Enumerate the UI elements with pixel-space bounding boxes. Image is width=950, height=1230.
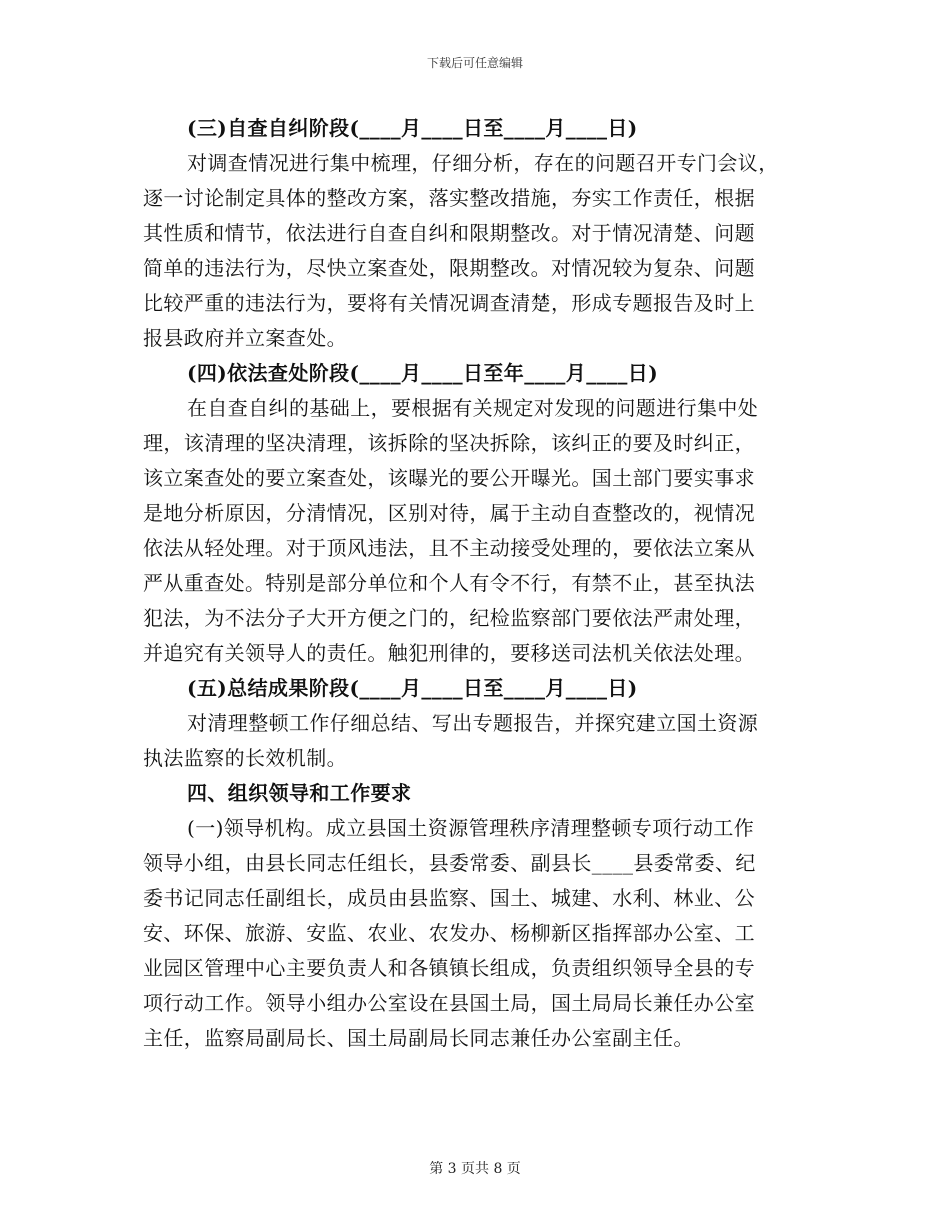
paragraph-line: 委书记同志任副组长，成员由县监察、国土、城建、水利、林业、公 [143,886,755,910]
paragraph-line: (一)领导机构。成立县国土资源管理秩序清理整顿专项行动工作 [187,816,755,840]
paragraph-line: 主任，监察局副局长、国土局副局长同志兼任办公室副主任。 [143,1026,694,1050]
paragraph-line: 报县政府并立案查处。 [143,326,347,350]
paragraph-line: 其性质和情节，依法进行自查自纠和限期整改。对于情况清楚、问题 [143,221,755,245]
paragraph-line: 业园区管理中心主要负责人和各镇镇长组成，负责组织领导全县的专 [143,956,755,980]
paragraph-line: 比较严重的违法行为，要将有关情况调查清楚，形成专题报告及时上 [143,291,755,315]
paragraph-line: 对调查情况进行集中梳理，仔细分析，存在的问题召开专门会议， [187,151,779,175]
paragraph-line: 项行动工作。领导小组办公室设在县国土局，国土局局长兼任办公室 [143,991,755,1015]
paragraph-line: 该立案查处的要立案查处，该曝光的要公开曝光。国土部门要实事求 [143,466,755,490]
paragraph-line: 在自查自纠的基础上，要根据有关规定对发现的问题进行集中处 [187,396,759,420]
paragraph-line: 是地分析原因，分清情况，区别对待，属于主动自查整改的，视情况 [143,501,755,525]
paragraph-line: 逐一讨论制定具体的整改方案，落实整改措施，夯实工作责任，根据 [143,186,755,210]
page-footer: 第 3 页共 8 页 [429,1161,521,1177]
paragraph-line: 领导小组，由县长同志任组长，县委常委、副县长____县委常委、纪 [143,851,756,875]
paragraph-line: 理，该清理的坚决清理，该拆除的坚决拆除，该纠正的要及时纠正， [143,431,755,455]
section-heading: (三)自查自纠阶段(____月____日至____月____日) [187,116,638,140]
paragraph-line: 安、环保、旅游、安监、农业、农发办、杨柳新区指挥部办公室、工 [143,921,755,945]
page-header: 下载后可任意编辑 [426,56,523,70]
paragraph-line: 依法从轻处理。对于顶风违法，且不主动接受处理的，要依法立案从 [143,536,755,560]
section-heading: 四、组织领导和工作要求 [187,781,412,805]
paragraph-line: 简单的违法行为，尽快立案查处，限期整改。对情况较为复杂、问题 [143,256,755,280]
paragraph-line: 犯法，为不法分子大开方便之门的，纪检监察部门要依法严肃处理， [143,606,755,630]
section-heading: (五)总结成果阶段(____月____日至____月____日) [187,676,638,700]
document-body [143,111,803,1056]
section-heading: (四)依法查处阶段(____月____日至年____月____日) [187,361,659,385]
paragraph-line: 严从重查处。特别是部分单位和个人有令不行，有禁不止，甚至执法 [143,571,755,595]
paragraph-line: 执法监察的长效机制。 [143,746,347,770]
paragraph-line: 并追究有关领导人的责任。触犯刑律的，要移送司法机关依法处理。 [143,641,755,665]
paragraph-line: 对清理整顿工作仔细总结、写出专题报告，并探究建立国土资源 [187,711,759,735]
